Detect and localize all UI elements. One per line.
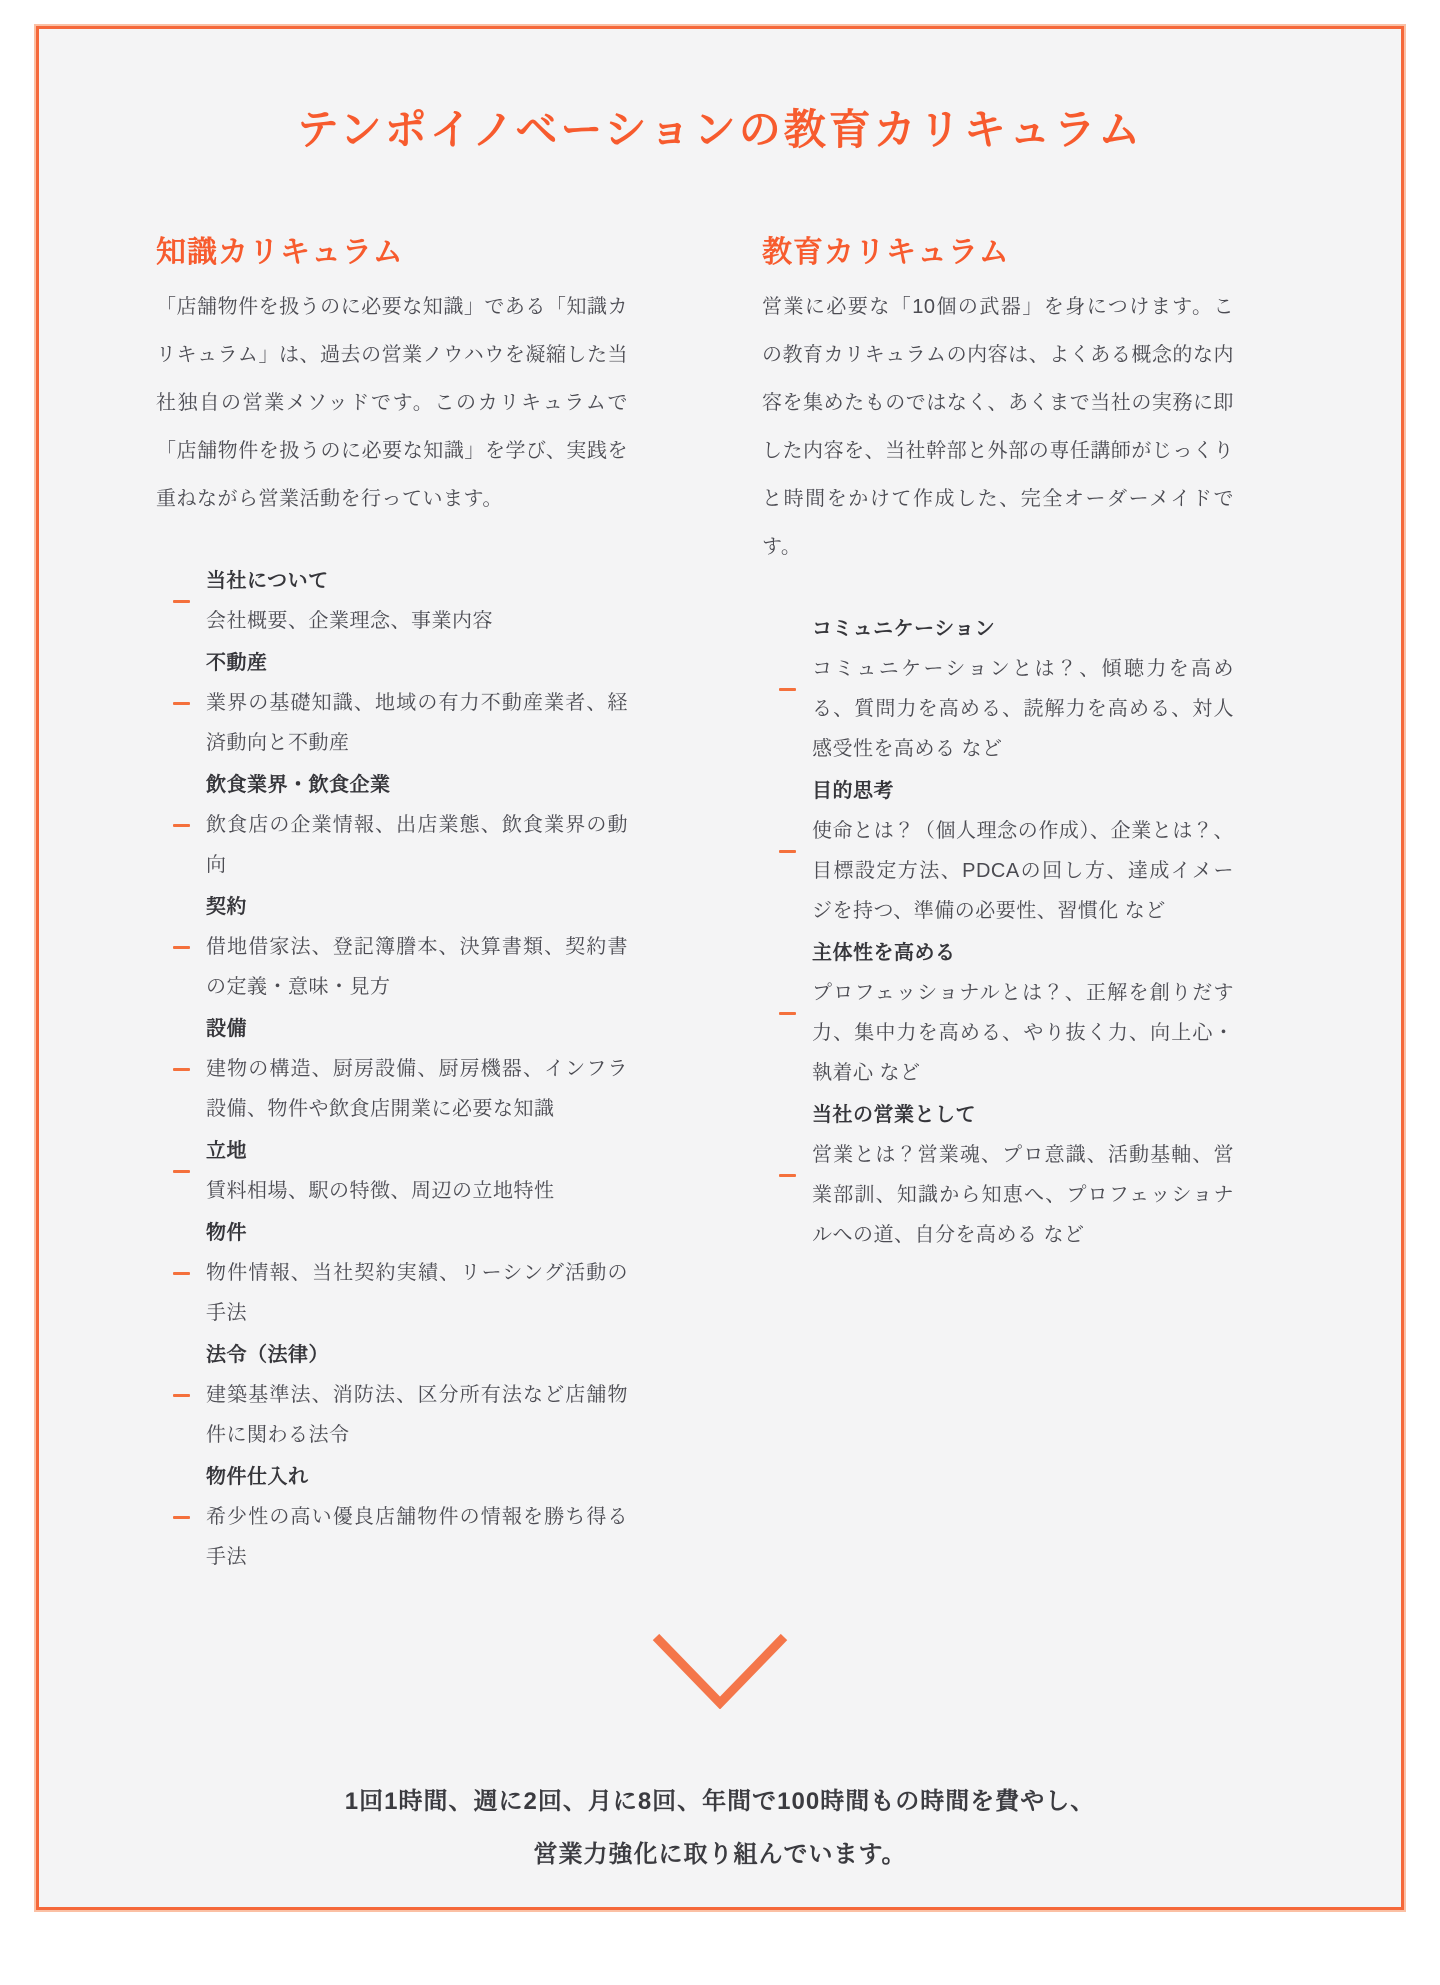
list-item — [156, 1213, 628, 1333]
list-item — [762, 1095, 1234, 1255]
dash-icon — [173, 1516, 190, 1519]
summary-line-1: 1回1時間、週に2回、月に8回、年間で100時間もの時間を費やし、 — [344, 1788, 1096, 1815]
list-item-description: 建物の構造、厨房設備、厨房機器、インフラ設備、物件や飲食店開業に必要な知識 — [206, 1058, 628, 1120]
list-item — [156, 765, 628, 885]
list-item — [156, 1131, 628, 1211]
list-item — [156, 887, 628, 1007]
knowledge-curriculum-paragraph: 「店舗物件を扱うのに必要な知識」である「知識カリキュラム」は、過去の営業ノウハウを凝縮した当社独自の営業メソッドです。このカリキュラムで「店舗物件を扱うのに必要な知識」を学び、実践を重ねながら営業活動を行っています。 — [156, 296, 628, 510]
knowledge-curriculum-column — [156, 233, 628, 1579]
dash-icon — [173, 1272, 190, 1275]
list-item-description: 飲食店の企業情報、出店業態、飲食業界の動向 — [206, 814, 628, 876]
list-item-heading: 物件仕入れ — [206, 1466, 309, 1488]
summary-line-2: 営業力強化に取り組んでいます。 — [533, 1841, 907, 1868]
summary-text — [39, 1775, 1401, 1881]
list-item — [156, 1009, 628, 1129]
list-item-heading: 法令（法律） — [206, 1344, 329, 1366]
curriculum-columns — [39, 233, 1401, 1579]
list-item — [156, 1335, 628, 1455]
dash-icon — [173, 600, 190, 603]
dash-icon — [173, 946, 190, 949]
knowledge-curriculum-heading: 知識カリキュラム — [156, 236, 404, 269]
list-item-description: 営業とは？営業魂、プロ意識、活動基軸、営業部訓、知識から知恵へ、プロフェッショナルへの道、自分を高める など — [812, 1144, 1234, 1246]
knowledge-curriculum-list — [156, 561, 628, 1577]
dash-icon — [779, 850, 796, 853]
education-curriculum-heading: 教育カリキュラム — [762, 236, 1010, 269]
education-curriculum-paragraph: 営業に必要な「10個の武器」を身につけます。この教育カリキュラムの内容は、よくある概念的な内容を集めたものではなく、あくまで当社の実務に即した内容を、当社幹部と外部の専任講師がじっくりと時間をかけて作成した、完全オーダーメイドです。 — [762, 296, 1234, 558]
dash-icon — [173, 1170, 190, 1173]
list-item — [762, 933, 1234, 1093]
list-item-heading: 当社の営業として — [812, 1104, 976, 1126]
list-item — [156, 643, 628, 763]
education-curriculum-column — [762, 233, 1234, 1579]
list-item-heading: 不動産 — [206, 652, 268, 674]
list-item-heading: 設備 — [206, 1018, 247, 1040]
list-item-description: コミュニケーションとは？、傾聴力を高める、質問力を高める、読解力を高める、対人感受性を高める など — [812, 658, 1234, 760]
list-item-heading: コミュニケーション — [812, 618, 996, 640]
curriculum-panel — [36, 26, 1404, 1910]
list-item-description: 希少性の高い優良店舗物件の情報を勝ち得る手法 — [206, 1506, 628, 1568]
list-item-description: プロフェッショナルとは？、正解を創りだす力、集中力を高める、やり抜く力、向上心・執着心 など — [812, 982, 1234, 1084]
list-item-heading: 物件 — [206, 1222, 247, 1244]
list-item-heading: 当社について — [206, 570, 329, 592]
chevron-down-icon — [650, 1629, 790, 1709]
list-item-description: 物件情報、当社契約実績、リーシング活動の手法 — [206, 1262, 628, 1324]
list-item-description: 使命とは？（個人理念の作成）、企業とは？、目標設定方法、PDCAの回し方、達成イメージを持つ、準備の必要性、習慣化 など — [812, 820, 1234, 922]
page-title: テンポイノベーションの教育カリキュラム — [296, 106, 1144, 153]
dash-icon — [779, 688, 796, 691]
list-item-heading: 契約 — [206, 896, 247, 918]
dash-icon — [173, 702, 190, 705]
list-item-heading: 主体性を高める — [812, 942, 956, 964]
list-item-description: 会社概要、企業理念、事業内容 — [206, 610, 493, 632]
list-item-description: 賃料相場、駅の特徴、周辺の立地特性 — [206, 1180, 555, 1202]
dash-icon — [173, 824, 190, 827]
list-item — [762, 771, 1234, 931]
dash-icon — [779, 1174, 796, 1177]
list-item-description: 業界の基礎知識、地域の有力不動産業者、経済動向と不動産 — [206, 692, 628, 754]
list-item-description: 建築基準法、消防法、区分所有法など店舗物件に関わる法令 — [206, 1384, 628, 1446]
list-item — [156, 1457, 628, 1577]
list-item-description: 借地借家法、登記簿謄本、決算書類、契約書の定義・意味・見方 — [206, 936, 628, 998]
list-item — [156, 561, 628, 641]
list-item-heading: 目的思考 — [812, 780, 894, 802]
dash-icon — [779, 1012, 796, 1015]
list-item — [762, 609, 1234, 769]
dash-icon — [173, 1394, 190, 1397]
list-item-heading: 飲食業界・飲食企業 — [206, 774, 391, 796]
list-item-heading: 立地 — [206, 1140, 247, 1162]
dash-icon — [173, 1068, 190, 1071]
education-curriculum-list — [762, 609, 1234, 1255]
